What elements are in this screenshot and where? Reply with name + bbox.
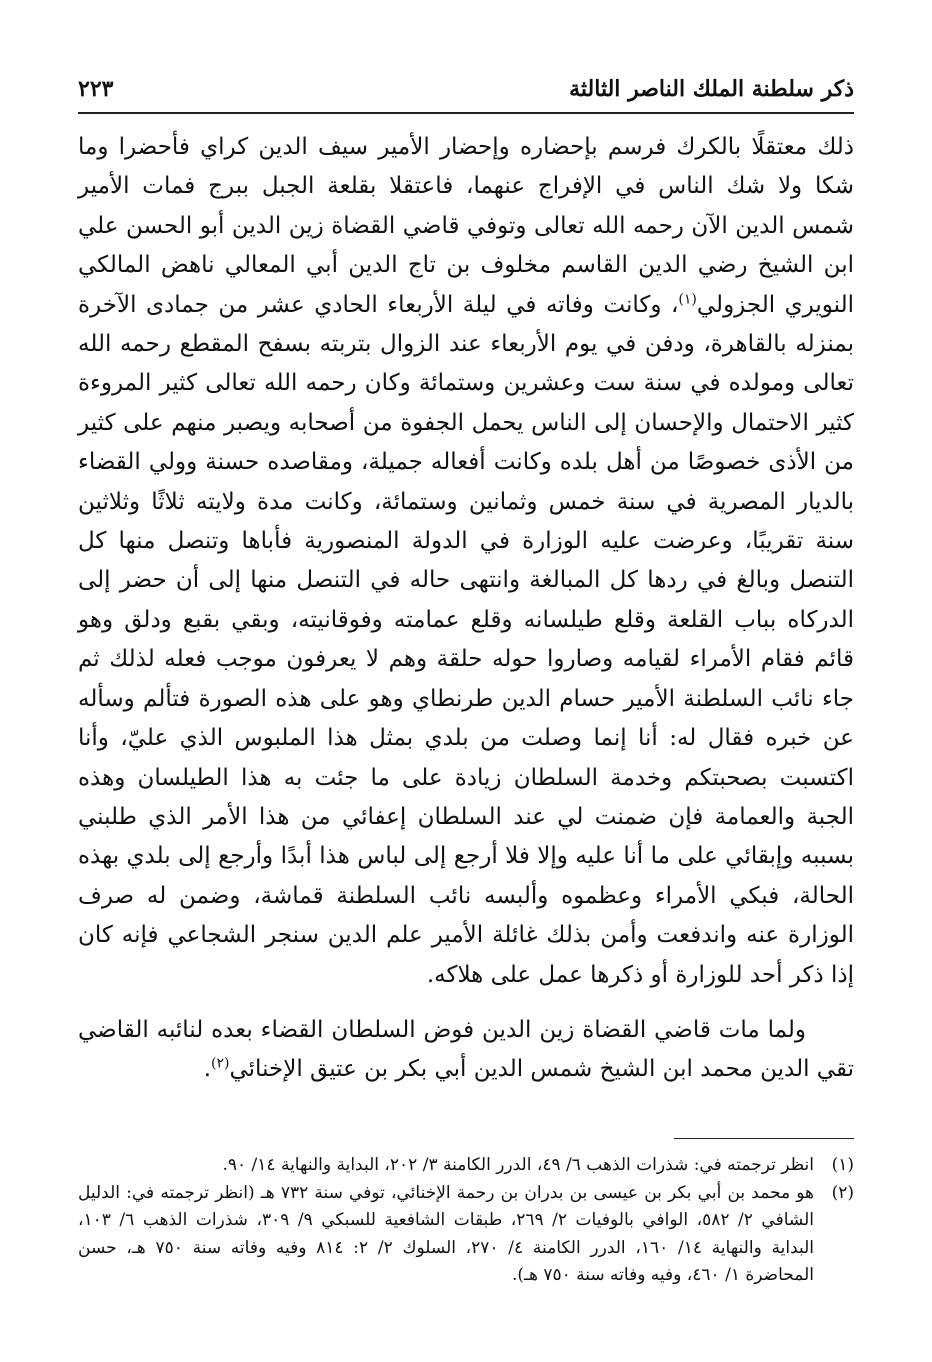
paragraph-2-text: ولما مات قاضي القضاة زين الدين فوض السلطان القضاء بعده لنائبه القاضي تقي الدين محمد ابن الشيخ شمس الدين أبي بكر بن عتيق الإخنائي [78,1016,854,1083]
footnote-2-text: هو محمد بن أبي بكر بن عيسى بن بدران بن رحمة الإخنائي، توفي سنة ٧٣٢ هـ (انظر ترجمته في: الدليل الشافي ٢/ ٥٨٢، الوافي بالوفيات ٢/ ٢٦٩، طبقات الشافعية للسبكي ٩/ ٣٠٩، شذرات الذهب ٦/ ١٠٣، البداية والنهاية ١٤/ ١٦٠، الدرر الكامنة ٤/ ٢٧٠، السلوك ٢/ ٢: ٨١٤ وفيه وفاته سنة ٧٥٠ هـ، حسن المحاضرة ١/ ٤٦٠، وفيه وفاته سنة ٧٥٠ هـ). [78,1182,815,1285]
page-number: ٢٢٣ [78,76,114,102]
footnote-divider [674,1138,854,1139]
footnote-ref-1: (١) [678,290,697,307]
footnotes [78,1152,854,1290]
running-title: ذكر سلطنة الملك الناصر الثالثة [569,76,854,102]
paragraph-1-text: ذلك معتقلًا بالكرك فرسم بإحضاره وإحضار الأمير سيف الدين كراي فأحضرا وما شكا ولا شك الناس في الإفراج عنهما، فاعتقلا بقلعة الجبل ببرج فمات الأمير شمس الدين الآن رحمه الله تعالى وتوفي قاضي القضاة زين الدين أبو الحسن علي ابن الشيخ رضي الدين القاسم مخلوف بن تاج الدين أبي المعالي ناهض المالكي النويري الجزولي [78,134,854,318]
footnote-1-mark: (١) [831,1155,854,1175]
paragraph-2-end: . [203,1056,212,1083]
footnote-1-text: انظر ترجمته في: شذرات الذهب ٦/ ٤٩، الدرر الكامنة ٣/ ٢٠٢، البداية والنهاية ١٤/ ٩٠. [222,1155,814,1175]
footnote-1 [78,1152,854,1180]
header-divider [78,112,854,114]
main-text [78,128,854,1090]
paragraph-1 [78,128,854,995]
paragraph-2 [78,1011,854,1090]
footnote-2 [78,1180,854,1290]
page-header [78,72,854,112]
footnote-2-mark: (٢) [831,1182,854,1203]
footnote-ref-2: (٢) [211,1055,230,1072]
paragraph-1-continuation: ، وكانت وفاته في ليلة الأربعاء الحادي عشر من جمادى الآخرة بمنزله بالقاهرة، ودفن في يوم الأربعاء عند الزوال بتربته بسفح المقطع رحمه الله تعالى ومولده في سنة ست وعشرين وستمائة وكان رحمه الله تعالى كثير المروءة كثير الاحتمال والإحسان إلى الناس يحمل الجفوة من أصحابه ويصبر منهم على كثير من الأذى خصوصًا من أهل بلده وكانت أفعاله جميلة، ومقاصده حسنة وولي القضاء بالديار المصرية في سنة خمس وثمانين وستمائة، وكانت مدة ولايته ثلاثًا وثلاثين سنة تقريبًا، وعرضت عليه الوزارة في الدولة المنصورية فأباها وتنصل منها كل التنصل وبالغ في ردها كل المبالغة وانتهى حاله في التنصل منها إلى أن حضر إلى الدركاه بباب القلعة وقلع طيلسانه وقلع عمامته وفوقانيته، وبقي بقبع ودلق وهو قائم فقام الأمراء لقيامه وصاروا حوله حلقة وهم لا يعرفون موجب فعله لذلك ثم جاء نائب السلطنة الأمير حسام الدين طرنطاي وهو على هذه الصورة فتألم وسأله عن خبره فقال له: أنا إنما وصلت من بلدي بمثل هذا الملبوس الذي عليّ، وأنا اكتسبت بصحبتكم وخدمة السلطان زيادة على ما جئت به هذا الطيلسان وهذه الجبة والعمامة فإن ضمنت لي عند السلطان إعفائي من هذا الأمر الذي طلبني بسببه وإبقائي على ما أنا عليه وإلا فلا أرجع إلى لباس هذا أبدًا وأرجع إلى بلدي بهذه الحالة، فبكي الأمراء وعظموه وألبسه نائب السلطنة قماشة، وضمن له صرف الوزارة عنه واندفعت وأمن بذلك غائلة الأمير علم الدين سنجر الشجاعي فإنه كان إذا ذكر أحد للوزارة أو ذكرها عمل على هلاكه. [78,291,854,988]
